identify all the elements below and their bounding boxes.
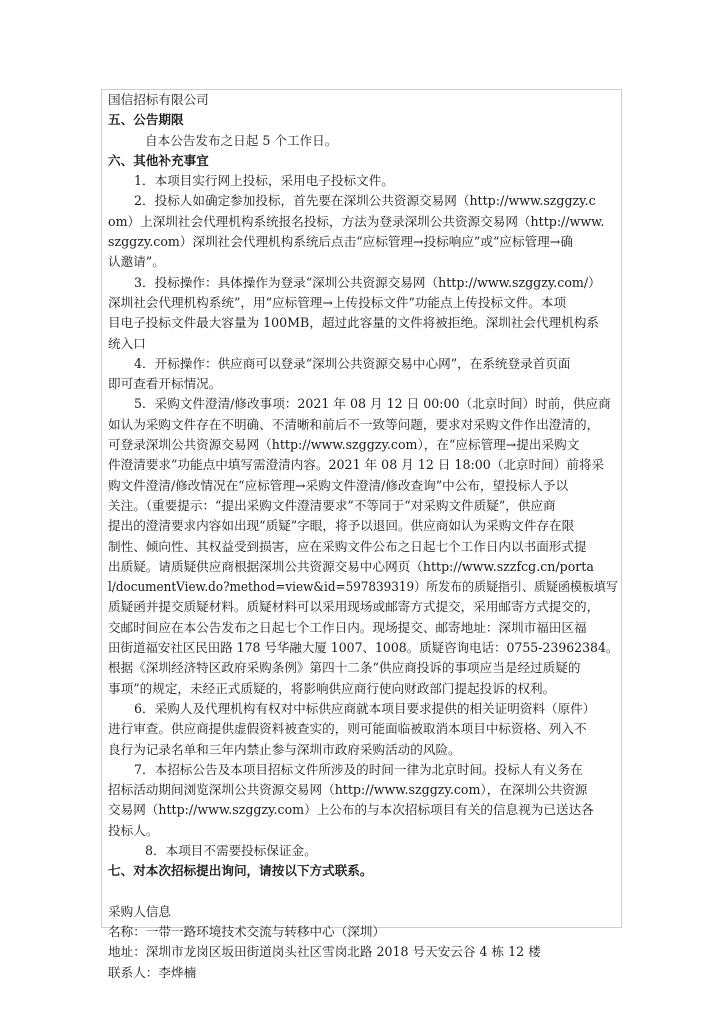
blank-line [108, 882, 618, 902]
item5-line: l/documentView.do?method=view&id=597839319）所发布的质疑指引、质疑函模板填写 [108, 579, 618, 595]
item5-line: 事项”的规定，未经正式质疑的，将影响供应商行使向财政部门提起投诉的权利。 [108, 680, 556, 696]
item5-line: 关注。（重要提示：“提出采购文件澄清要求”不等同于“对采购文件质疑”，供应商 [108, 497, 556, 513]
section6-heading: 六、其他补充事宜 [108, 152, 209, 168]
section5-text: 自本公告发布之日起 5 个工作日。 [145, 132, 338, 148]
item5-line: 出质疑。请质疑供应商根据深圳公共资源交易中心网页（http://www.szzfcg.cn/porta [108, 558, 594, 574]
item6-line: 良行为记录名单和三年内禁止参与深圳市政府采购活动的风险。 [108, 741, 461, 757]
item8-line: 8．本项目不需要投标保证金。 [145, 842, 317, 858]
section5-heading: 五、公告期限 [108, 112, 184, 128]
item6-line: 进行审查。供应商提供虚假资料被查实的，则可能面临被取消本项目中标资格、列入不 [108, 721, 587, 737]
item5-line: 根据《深圳经济特区政府采购条例》第四十二条“供应商投诉的事项应当是经过质疑的 [108, 660, 581, 676]
purchaser-contact: 联系人：李烨楠 [108, 964, 197, 980]
item7-line: 交易网（http://www.szggzy.com）上公布的与本次招标项目有关的信息视为已送达各 [108, 802, 594, 818]
purchaser-name: 名称：一带一路环境技术交流与转移中心（深圳） [108, 924, 386, 940]
item5-line: 5．采购文件澄清/修改事项：2021 年 08 月 12 日 00:00（北京时间）时前，供应商 [134, 396, 611, 412]
item6-line: 6．采购人及代理机构有权对中标供应商就本项目要求提供的相关证明资料（原件） [134, 700, 596, 716]
item4-line: 即可查看开标情况。 [108, 376, 222, 392]
item5-line: 田街道福安社区民田路 178 号华融大厦 1007、1008。质疑咨询电话：0755-23962384。 [108, 640, 619, 656]
item5-line: 件澄清要求”功能点中填写需澄清内容。2021 年 08 月 12 日 18:00（北京时间）前将采 [108, 457, 605, 473]
item2-line: om）上深圳社会代理机构系统报名投标，方法为登录深圳公共资源交易网（http://www. [108, 213, 605, 229]
item5-line: 交邮时间应在本公告发布之日起七个工作日内。现场提交、邮寄地址：深圳市福田区福 [108, 619, 587, 635]
item3-line: 深圳社会代理机构系统”，用“应标管理→上传投标文件”功能点上传投标文件。本项 [108, 294, 567, 310]
item7-line: 招标活动期间浏览深圳公共资源交易网（http://www.szggzy.com），在深圳公共资源 [108, 782, 588, 798]
item3-line: 3．投标操作：具体操作为登录“深圳公共资源交易网（http://www.szggzy.com/） [134, 274, 601, 290]
agency-name-line: 国信招标有限公司 [108, 92, 209, 107]
item5-line: 可登录深圳公共资源交易网（http://www.szggzy.com），在“应标管理→提出采购文 [108, 437, 580, 453]
item5-line: 购文件澄清/修改情况在“应标管理→采购文件澄清/修改查询”中公布，望投标人予以 [108, 477, 569, 493]
item2-line: szggzy.com）深圳社会代理机构系统后点击“应标管理→投标响应”或“应标管理→确 [108, 234, 573, 250]
item5-line: 提出的澄清要求内容如出现“质疑”字眼，将予以退回。供应商如认为采购文件存在限 [108, 518, 575, 534]
item3-line: 目电子投标文件最大容量为 100MB，超过此容量的文件将被拒绝。深圳社会代理机构系 [108, 315, 599, 331]
item5-line: 如认为采购文件存在不明确、不清晰和前后不一致等问题，要求对采购文件作出澄清的， [108, 416, 600, 432]
item3-line: 统入口 [108, 335, 146, 351]
document-body [108, 90, 618, 983]
item5-line: 质疑函并提交质疑材料。质疑材料可以采用现场或邮寄方式提交，采用邮寄方式提交的， [108, 599, 600, 615]
section7-heading: 七、对本次招标提出询问，请按以下方式联系。 [108, 863, 373, 879]
purchaser-title: 采购人信息 [108, 903, 171, 919]
item7-line: 7．本招标公告及本项目招标文件所涉及的时间一律为北京时间。投标人有义务在 [134, 761, 583, 777]
item5-line: 制性、倾向性、其权益受到损害，应在采购文件公布之日起七个工作日内以书面形式提 [108, 538, 587, 554]
item7-line: 投标人。 [108, 822, 159, 838]
item2-line: 认邀请”。 [108, 254, 165, 270]
item1-line: 1．本项目实行网上投标，采用电子投标文件。 [134, 173, 394, 189]
item4-line: 4．开标操作：供应商可以登录“深圳公共资源交易中心网”，在系统登录首页面 [134, 355, 571, 371]
item2-line: 2．投标人如确定参加投标，首先要在深圳公共资源交易网（http://www.szggzy.c [134, 193, 596, 209]
purchaser-address: 地址：深圳市龙岗区坂田街道岗头社区雪岗北路 2018 号天安云谷 4 栋 12 楼 [108, 944, 541, 960]
